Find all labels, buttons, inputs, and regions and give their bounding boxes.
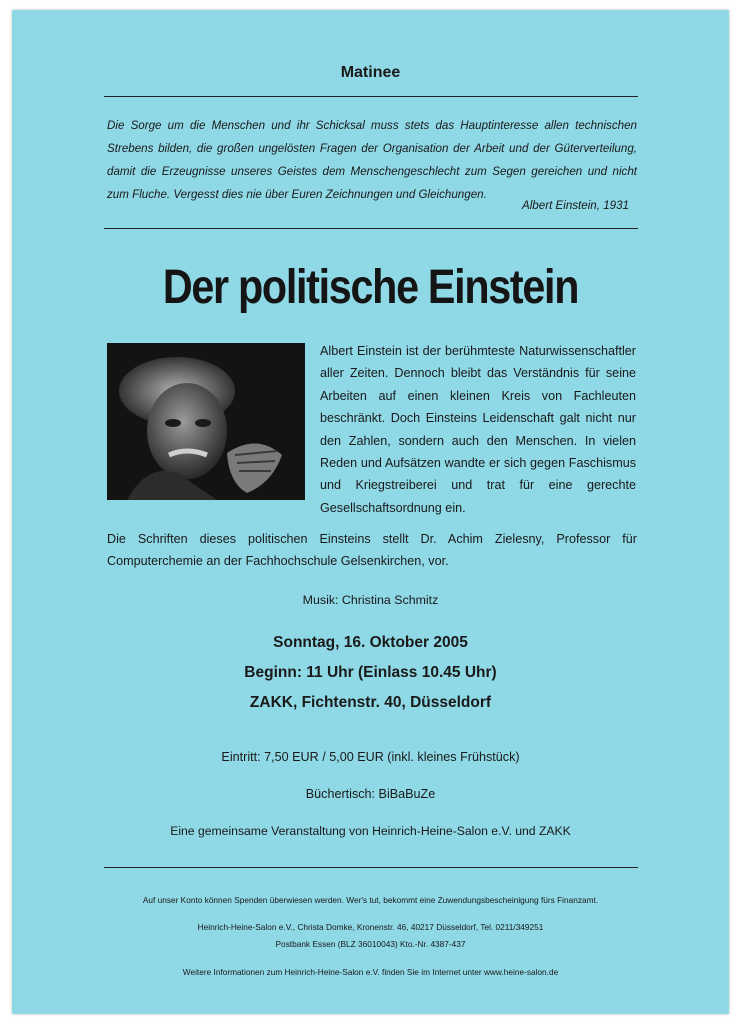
organizers-line: Eine gemeinsame Veranstaltung von Heinrich-Heine-Salon e.V. und ZAKK: [170, 824, 571, 838]
top-divider: [104, 96, 638, 97]
portrait-photo: [107, 343, 305, 500]
admission-info: Eintritt: 7,50 EUR / 5,00 EUR (inkl. kleines Frühstück): [221, 750, 520, 764]
event-date: Sonntag, 16. Oktober 2005: [273, 634, 468, 651]
book-table-info: Büchertisch: BiBaBuZe: [305, 787, 436, 801]
event-time: Beginn: 11 Uhr (Einlass 10.45 Uhr): [244, 664, 497, 681]
quote-divider: [104, 228, 638, 229]
page-title: Der politische Einstein: [162, 261, 579, 314]
donation-note: Auf unser Konto können Spenden überwiesen werden. Wer's tut, bekommt eine Zuwendungsbescheinigung fürs Finanzamt.: [142, 895, 599, 905]
flyer-sheet: [12, 10, 729, 1014]
website-info: Weitere Informationen zum Heinrich-Heine-Salon e.V. finden Sie im Internet unter www.heine-salon.de: [182, 967, 559, 977]
event-venue: ZAKK, Fichtenstr. 40, Düsseldorf: [249, 694, 492, 711]
quote-author: Albert Einstein, 1931: [522, 199, 629, 212]
contact-address: Heinrich-Heine-Salon e.V., Christa Domke, Kronenstr. 46, 40217 Düsseldorf, Tel. 0211/349251: [197, 922, 544, 932]
music-credit: Musik: Christina Schmitz: [302, 593, 439, 607]
speaker-paragraph: Die Schriften dieses politischen Einsteins stellt Dr. Achim Zielesny, Professor für Computerchemie an der Fachhochschule Gelsenkirchen, vor.: [107, 532, 637, 569]
header-label: Matinee: [340, 64, 401, 81]
footer-divider: [104, 867, 638, 868]
bank-details: Postbank Essen (BLZ 36010043) Kto.-Nr. 4387-437: [275, 939, 466, 949]
intro-paragraph: Albert Einstein ist der berühmteste Naturwissenschaftler aller Zeiten. Dennoch bleibt das Verständnis für seine Arbeiten auf einen kleinen Kreis von Fachleuten beschränkt. Doch Einsteins Leidenschaft galt nicht nur den Zahlen, sondern auch den Menschen. In vielen Reden und Aufsätzen wandte er sich gegen Faschismus und Kriegstreiberei und trat für eine gerechte Gesellschaftsordnung ein.: [320, 344, 636, 515]
quote-text: Die Sorge um die Menschen und ihr Schicksal muss stets das Hauptinteresse allen technischen Strebens bilden, die großen ungelösten Fragen der Organisation der Arbeit und der Güterverteilung, damit die Erzeugnisse unseres Geistes dem Menschengeschlecht zum Segen gereichen und nicht zum Fluche. Vergesst dies nie über Euren Zeichnungen und Gleichungen.: [107, 119, 637, 201]
